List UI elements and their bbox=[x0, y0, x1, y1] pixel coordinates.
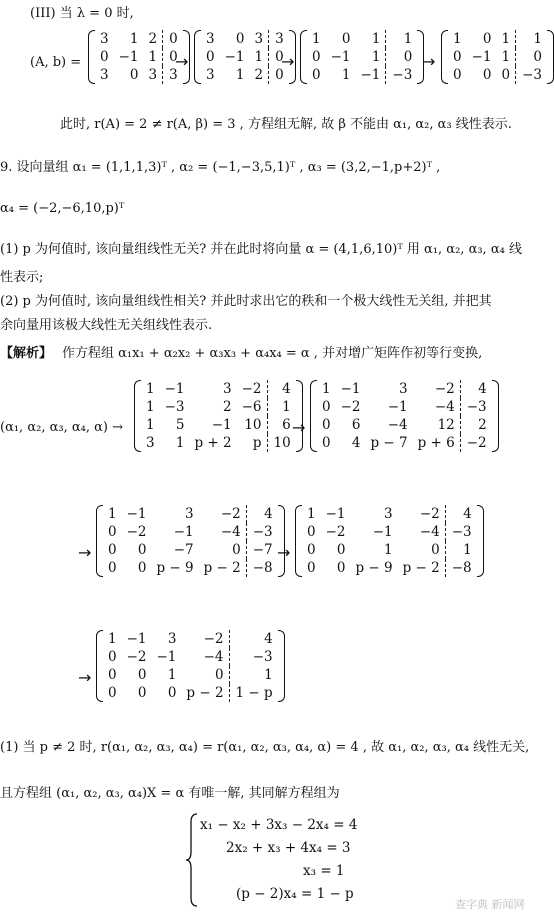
matrix-cell: 10 bbox=[267, 434, 296, 452]
matrix-row bbox=[317, 434, 492, 452]
problem9-q2-cont: 余向量用该极大线性无关组线性表示. bbox=[0, 318, 213, 333]
matrix-row bbox=[448, 30, 547, 48]
matrix-cell: −3 bbox=[516, 66, 547, 84]
matrix-cell: 0 bbox=[108, 524, 117, 540]
matrix-cell: −1 bbox=[387, 399, 408, 415]
matrix-cell: 0 bbox=[269, 66, 289, 84]
matrix-cell: 4 bbox=[445, 505, 476, 523]
matrix-row bbox=[103, 684, 278, 702]
matrix-cell: −1 bbox=[224, 49, 245, 65]
matrix-cell: 0 bbox=[167, 685, 177, 701]
matrix-cell: −8 bbox=[246, 559, 277, 577]
matrix-cell: −2 bbox=[460, 434, 491, 452]
matrix-cell: −1 bbox=[126, 506, 147, 522]
matrix-cell: 0 bbox=[163, 30, 183, 48]
matrix-cell: 2 bbox=[254, 67, 264, 83]
matrix-row bbox=[307, 48, 417, 66]
matrix-cell: p − 2 bbox=[203, 560, 241, 576]
matrix-cell: 6 bbox=[351, 417, 361, 433]
matrix-cell: 0 bbox=[232, 542, 241, 558]
matrix-row bbox=[103, 523, 278, 541]
problem9-line1: 9. 设向量组 α₁ = (1,1,1,3)ᵀ , α₂ = (−1,−3,5,1)ᵀ , α₃ = (3,2,−1,p+2)ᵀ , bbox=[0, 160, 441, 175]
matrix-cell: −3 bbox=[445, 523, 476, 541]
matrix-cell: 0 bbox=[312, 67, 321, 83]
matrix-cell: 0 bbox=[482, 31, 492, 47]
matrix-cell: 0 bbox=[100, 49, 109, 65]
matrix-row bbox=[141, 416, 296, 434]
matrix-cell: 3 bbox=[185, 506, 194, 522]
matrix-cell: 3 bbox=[399, 381, 408, 397]
matrix-cell: −1 bbox=[118, 49, 139, 65]
matrix-cell: 3 bbox=[148, 67, 158, 83]
matrix-cell: −3 bbox=[164, 399, 185, 415]
matrix-row bbox=[317, 398, 492, 416]
matrix-row bbox=[103, 559, 278, 577]
matrix-cell: 4 bbox=[351, 435, 361, 451]
case1-text: (1) 当 p ≠ 2 时, r(α₁, α₂, α₃, α₄) = r(α₁, α₂, α₃, α₄, α) = 4 , 故 α₁, α₂, α₃, α₄ 线性无关, bbox=[0, 740, 530, 755]
solution-label: 【解析】 bbox=[0, 346, 53, 361]
matrix-cell: 0 bbox=[307, 542, 316, 558]
matrix-cell: 3 bbox=[206, 31, 215, 47]
matrix-cell: −2 bbox=[203, 631, 224, 647]
arrow-icon: → bbox=[281, 52, 295, 71]
matrix-cell: −3 bbox=[460, 398, 491, 416]
system-eq-1: x₁ − x₂ + 3x₃ − 2x₄ = 4 bbox=[200, 817, 358, 833]
matrix-row bbox=[302, 505, 477, 523]
matrix-row bbox=[201, 30, 289, 48]
matrix-cell: 1 bbox=[108, 506, 117, 522]
matrix-row bbox=[201, 48, 289, 66]
matrix-cell: p − 9 bbox=[156, 560, 194, 576]
matrix-cell: 2 bbox=[460, 416, 491, 434]
matrix-cell: 0 bbox=[108, 685, 117, 701]
matrix-cell: 3 bbox=[384, 506, 393, 522]
matrix-cell: 0 bbox=[108, 542, 117, 558]
matrix-cell: 1 bbox=[267, 398, 296, 416]
problem9-q1-cont: 性表示; bbox=[0, 270, 44, 285]
matrix-row bbox=[95, 48, 183, 66]
problem9-q2: (2) p 为何值时, 该向量组线性相关? 并此时求出它的秩和一个极大线性无关组, 并把其 bbox=[0, 294, 492, 309]
matrix-cell: 4 bbox=[460, 380, 491, 398]
matrix-cell: −1 bbox=[471, 49, 492, 65]
matrix-step-4 bbox=[295, 505, 484, 577]
matrix-row bbox=[317, 416, 492, 434]
matrix-cell: −2 bbox=[126, 524, 147, 540]
matrix-cell: 0 bbox=[235, 31, 245, 47]
matrix-cell: −2 bbox=[220, 506, 241, 522]
matrix-cell: −8 bbox=[445, 559, 476, 577]
matrix-row bbox=[307, 30, 417, 48]
matrix-body bbox=[96, 630, 285, 702]
matrix-cell: −1 bbox=[360, 67, 381, 83]
left-bracket bbox=[300, 30, 307, 84]
part3-heading: (III) 当 λ = 0 时, bbox=[30, 6, 134, 21]
matrix-cell: 0 bbox=[453, 67, 462, 83]
matrix-cell: p − 2 bbox=[186, 685, 224, 701]
left-bracket bbox=[96, 505, 103, 577]
matrix-cell: 3 bbox=[100, 31, 109, 47]
matrix-cell: 1 bbox=[146, 417, 155, 433]
part3-conclusion: 此时, r(A) = 2 ≠ r(A, β) = 3 , 方程组无解, 故 β 不能由 α₁, α₂, α₃ 线性表示. bbox=[60, 117, 512, 132]
matrix-cell: −1 bbox=[340, 381, 361, 397]
matrix-cell: 3 bbox=[146, 435, 155, 451]
matrix-cell: 1 bbox=[445, 541, 476, 559]
matrix-cell: 0 bbox=[322, 435, 331, 451]
right-bracket bbox=[278, 630, 285, 702]
left-bracket bbox=[88, 30, 95, 84]
arrow-icon: → bbox=[78, 543, 92, 562]
matrix-cell: 4 bbox=[246, 505, 277, 523]
matrix-cell: −2 bbox=[340, 399, 361, 415]
matrix-cell: 10 bbox=[244, 417, 262, 433]
matrix-p3-3 bbox=[300, 30, 424, 84]
matrix-cell: p − 9 bbox=[355, 560, 393, 576]
matrix-row bbox=[103, 630, 278, 648]
matrix-cell: p − 7 bbox=[370, 435, 408, 451]
matrix-cell: −2 bbox=[325, 524, 346, 540]
matrix-body bbox=[300, 30, 424, 84]
matrix-cell: 0 bbox=[501, 67, 511, 83]
matrix-row bbox=[103, 505, 278, 523]
system-eq-2: 2x₂ + x₃ + 4x₄ = 3 bbox=[226, 840, 351, 856]
matrix-row bbox=[103, 541, 278, 559]
matrix-cell: p + 6 bbox=[417, 435, 455, 451]
matrix-body bbox=[134, 380, 306, 452]
matrix-cell: p + 2 bbox=[194, 435, 232, 451]
matrix-row bbox=[103, 666, 278, 684]
matrix-cell: 1 bbox=[254, 49, 264, 65]
arrow-icon: → bbox=[175, 52, 189, 71]
matrix-cell: 1 bbox=[307, 506, 316, 522]
matrix-cell: 0 bbox=[163, 48, 183, 66]
matrix-cell: 2 bbox=[223, 399, 232, 415]
matrix-cell: −4 bbox=[387, 417, 408, 433]
matrix-row bbox=[95, 30, 183, 48]
matrix-cell: 1 bbox=[129, 31, 139, 47]
matrix-cell: 2 bbox=[148, 31, 158, 47]
matrix-row bbox=[302, 541, 477, 559]
matrix-cell: 1 bbox=[146, 381, 155, 397]
matrix-cell: −1 bbox=[211, 417, 232, 433]
matrix-cell: 0 bbox=[312, 49, 321, 65]
matrix-step-3 bbox=[96, 505, 285, 577]
matrix-row bbox=[141, 434, 296, 452]
matrix-cell: 1 bbox=[146, 399, 155, 415]
matrix-cell: −2 bbox=[126, 649, 147, 665]
matrix-cell: −7 bbox=[173, 542, 194, 558]
matrix-body bbox=[441, 30, 554, 84]
problem9-q1: (1) p 为何值时, 该向量组线性无关? 并在此时将向量 α = (4,1,6,10)ᵀ 用 α₁, α₂, α₃, α₄ 线 bbox=[0, 242, 522, 257]
matrix-step-1 bbox=[134, 380, 306, 452]
left-bracket bbox=[310, 380, 317, 452]
matrix-cell: 0 bbox=[108, 667, 117, 683]
matrix-body bbox=[96, 505, 285, 577]
matrix-cell: −1 bbox=[126, 631, 147, 647]
right-bracket bbox=[278, 505, 285, 577]
matrix-cell: −1 bbox=[325, 506, 346, 522]
matrix-cell: 4 bbox=[267, 380, 296, 398]
matrix-row bbox=[103, 648, 278, 666]
matrix-cell: 3 bbox=[269, 30, 289, 48]
matrix-cell: 3 bbox=[254, 31, 264, 47]
matrix-body bbox=[310, 380, 499, 452]
matrix-cell: 1 bbox=[108, 631, 117, 647]
matrix-cell: −3 bbox=[229, 648, 278, 666]
matrix-cell: 3 bbox=[223, 381, 232, 397]
matrix-cell: 1 bbox=[148, 49, 158, 65]
matrix-cell: 3 bbox=[163, 66, 183, 84]
matrix-cell: 0 bbox=[129, 67, 139, 83]
matrix-cell: −4 bbox=[419, 524, 440, 540]
matrix-cell: 0 bbox=[269, 48, 289, 66]
matrix-cell: 3 bbox=[100, 67, 109, 83]
matrix-cell: 1 − p bbox=[229, 684, 278, 702]
system-brace bbox=[185, 812, 199, 908]
case1-text-cont: 且方程组 (α₁, α₂, α₃, α₄)X = α 有唯一解, 其同解方程组为 bbox=[0, 786, 340, 801]
matrix-cell: 5 bbox=[175, 417, 185, 433]
matrix-cell: −2 bbox=[434, 381, 455, 397]
matrix-cell: 1 bbox=[386, 30, 417, 48]
matrix-cell: −1 bbox=[372, 524, 393, 540]
matrix-row bbox=[141, 380, 296, 398]
right-bracket bbox=[492, 380, 499, 452]
right-bracket bbox=[477, 505, 484, 577]
matrix-cell: 1 bbox=[453, 31, 462, 47]
matrix-cell: −6 bbox=[241, 399, 262, 415]
matrix-cell: 0 bbox=[386, 48, 417, 66]
matrix-cell: 0 bbox=[322, 399, 331, 415]
matrix-row bbox=[307, 66, 417, 84]
matrix-cell: 0 bbox=[137, 667, 147, 683]
matrix-cell: 1 bbox=[322, 381, 331, 397]
solution-intro: 作方程组 α₁x₁ + α₂x₂ + α₃x₃ + α₄x₄ = α , 并对增广矩阵作初等行变换, bbox=[62, 346, 483, 361]
matrix-cell: 0 bbox=[336, 560, 346, 576]
matrix-cell: 0 bbox=[453, 49, 462, 65]
matrix-step-2 bbox=[310, 380, 499, 452]
matrix-row bbox=[448, 48, 547, 66]
arrow-icon: → bbox=[78, 668, 92, 687]
matrix-cell: 0 bbox=[307, 524, 316, 540]
matrix-body bbox=[295, 505, 484, 577]
matrix-cell: 1 bbox=[384, 542, 393, 558]
matrix-cell: 4 bbox=[229, 630, 278, 648]
matrix-cell: −7 bbox=[246, 541, 277, 559]
matrix-cell: 1 bbox=[501, 31, 511, 47]
matrix-cell: 1 bbox=[371, 49, 381, 65]
matrix-row bbox=[95, 66, 183, 84]
matrix-cell: −2 bbox=[419, 506, 440, 522]
matrix-cell: −3 bbox=[246, 523, 277, 541]
left-bracket bbox=[194, 30, 201, 84]
matrix-cell: 0 bbox=[482, 67, 492, 83]
matrix-cell: 1 bbox=[175, 435, 185, 451]
matrix-cell: −1 bbox=[164, 381, 185, 397]
matrix-cell: −4 bbox=[434, 399, 455, 415]
right-bracket bbox=[296, 380, 303, 452]
matrix-cell: −1 bbox=[330, 49, 351, 65]
matrix-cell: 6 bbox=[267, 416, 296, 434]
matrix-cell: 1 bbox=[229, 666, 278, 684]
matrix-cell: 0 bbox=[137, 685, 147, 701]
matrix-cell: −4 bbox=[203, 649, 224, 665]
matrix-row bbox=[201, 66, 289, 84]
matrix-cell: 0 bbox=[516, 48, 547, 66]
arrow-icon: → bbox=[277, 543, 291, 562]
matrix-cell: 1 bbox=[501, 49, 511, 65]
matrix-cell: 0 bbox=[336, 542, 346, 558]
left-bracket bbox=[295, 505, 302, 577]
right-bracket bbox=[547, 30, 554, 84]
system-eq-4: (p − 2)x₄ = 1 − p bbox=[236, 886, 354, 902]
matrix-cell: 3 bbox=[167, 631, 177, 647]
left-bracket bbox=[134, 380, 141, 452]
matrix-cell: 0 bbox=[322, 417, 331, 433]
system-eq-3: x₃ = 1 bbox=[303, 863, 345, 879]
matrix-cell: 1 bbox=[235, 67, 245, 83]
matrix-cell: 0 bbox=[431, 542, 440, 558]
matrix-cell: 1 bbox=[516, 30, 547, 48]
matrix-cell: p bbox=[252, 435, 262, 451]
matrix-row bbox=[317, 380, 492, 398]
matrix-cell: 0 bbox=[108, 649, 117, 665]
left-bracket bbox=[96, 630, 103, 702]
matrix-cell: p − 2 bbox=[402, 560, 440, 576]
augmented-label: (A, b) = bbox=[30, 55, 82, 70]
problem9-line2: α₄ = (−2,−6,10,p)ᵀ bbox=[0, 201, 125, 216]
matrix-cell: −1 bbox=[156, 649, 177, 665]
matrix-cell: 0 bbox=[137, 542, 147, 558]
matrix-cell: 12 bbox=[437, 417, 455, 433]
matrix-cell: 0 bbox=[206, 49, 215, 65]
left-bracket bbox=[441, 30, 448, 84]
solution-lhs: (α₁, α₂, α₃, α₄, α) → bbox=[0, 420, 123, 435]
matrix-cell: −2 bbox=[241, 381, 262, 397]
matrix-row bbox=[302, 523, 477, 541]
matrix-cell: −1 bbox=[173, 524, 194, 540]
matrix-cell: 0 bbox=[307, 560, 316, 576]
matrix-row bbox=[141, 398, 296, 416]
matrix-row bbox=[448, 66, 547, 84]
matrix-step-5 bbox=[96, 630, 285, 702]
matrix-cell: −3 bbox=[386, 66, 417, 84]
matrix-cell: 1 bbox=[371, 31, 381, 47]
matrix-cell: 0 bbox=[137, 560, 147, 576]
arrow-icon: → bbox=[422, 52, 436, 71]
matrix-p3-4 bbox=[441, 30, 554, 84]
matrix-cell: 3 bbox=[206, 67, 215, 83]
matrix-cell: −4 bbox=[220, 524, 241, 540]
matrix-cell: 0 bbox=[341, 31, 351, 47]
matrix-cell: 1 bbox=[167, 667, 177, 683]
matrix-cell: 0 bbox=[108, 560, 117, 576]
matrix-cell: 1 bbox=[312, 31, 321, 47]
arrow-icon: → bbox=[292, 418, 306, 437]
matrix-row bbox=[302, 559, 477, 577]
matrix-cell: 0 bbox=[214, 667, 224, 683]
watermark-logo: 查字典 新闻网 bbox=[455, 898, 525, 911]
matrix-cell: 1 bbox=[341, 67, 351, 83]
